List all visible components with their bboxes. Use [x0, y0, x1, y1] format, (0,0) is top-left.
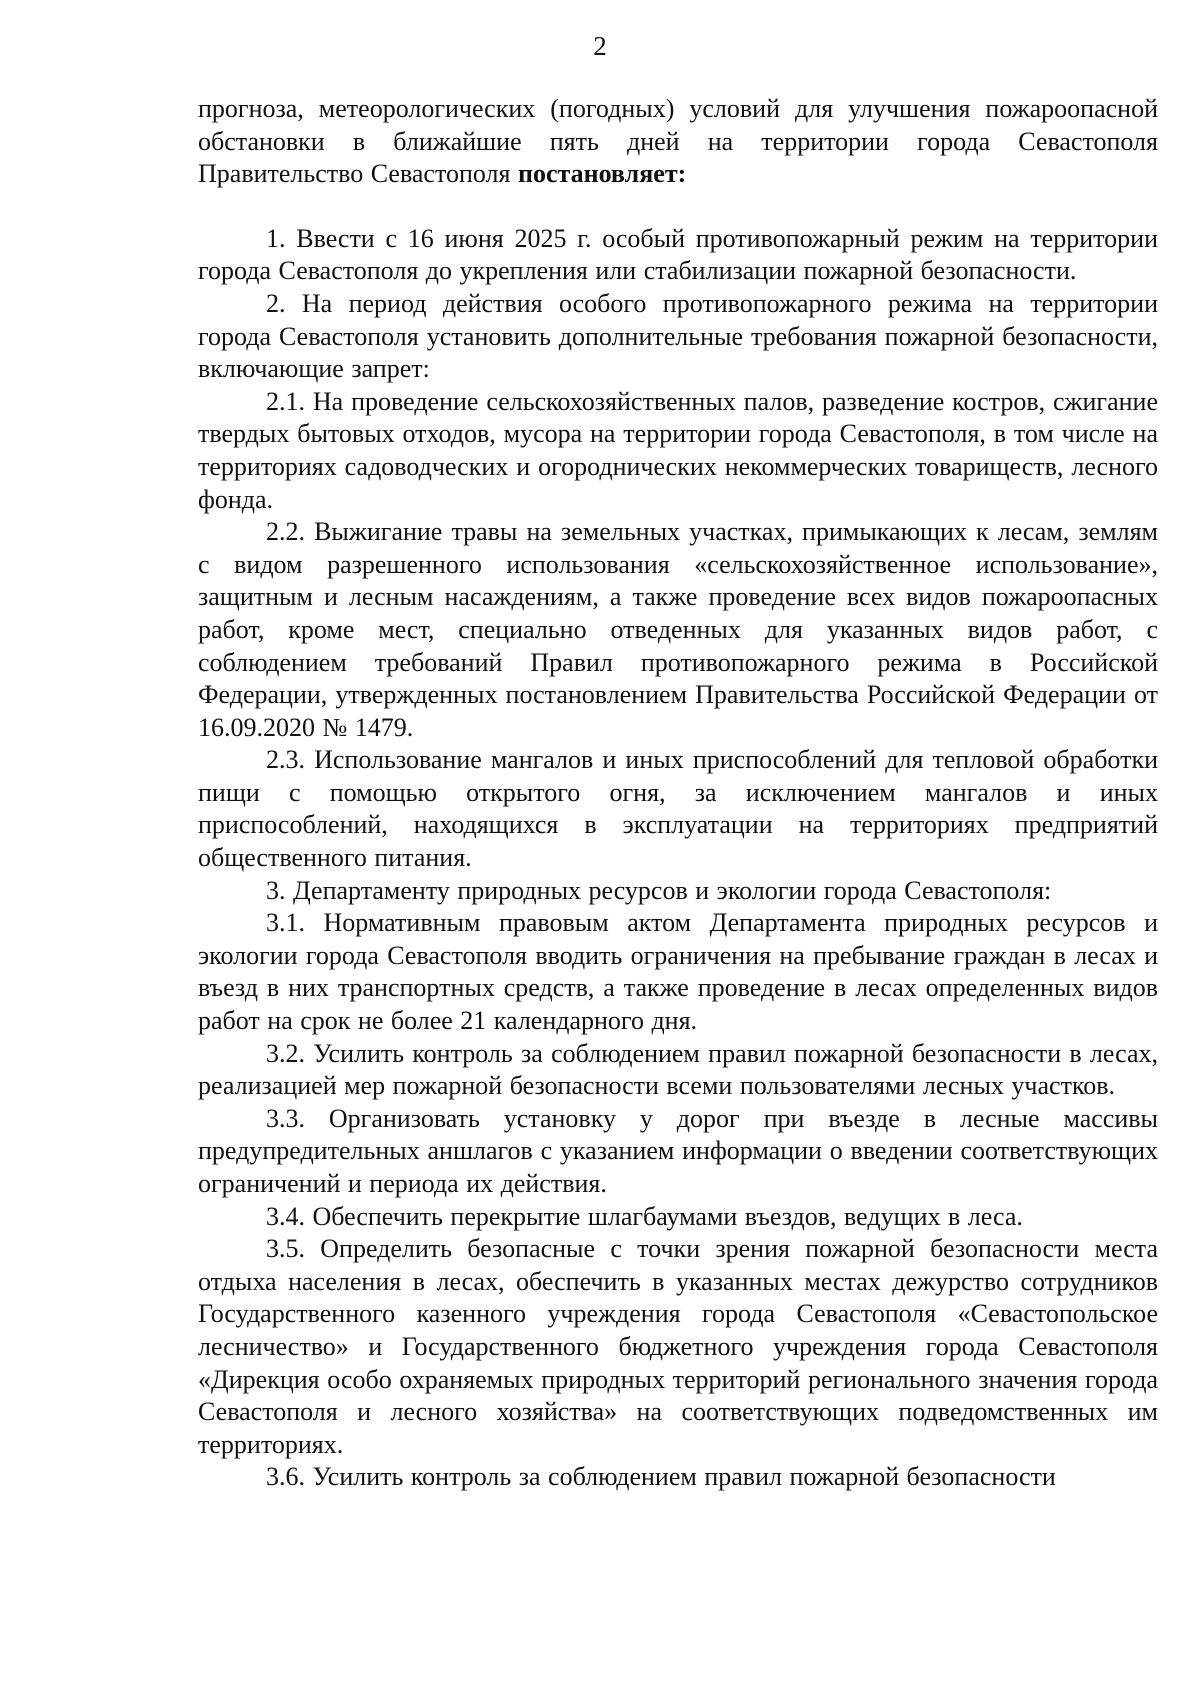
item-3-5: 3.5. Определить безопасные с точки зрения пожарной безопасности места отдыха населения в лесах, обеспечить в указанных местах дежурство сотрудников Государственного казенного учреждения города Севастополя «Севастопольское лесничество» и Государственного бюджетного учреждения города Севастополя «Дирекция особо охраняемых природных территорий регионального значения города Севастополя и лесного хозяйства» на соответствующих подведомственных им территориях. — [198, 1234, 1158, 1459]
item-2-3: 2.3. Использование мангалов и иных приспособлений для тепловой обработки пищи с помощью открытого огня, за исключением мангалов и иных приспособлений, находящихся в эксплуатации на территориях предприятий общественного питания. — [198, 745, 1158, 873]
item-2-1: 2.1. На проведение сельскохозяйственных палов, разведение костров, сжигание твердых бытовых отходов, мусора на территории города Севастополя, в том числе на территориях садоводческих и огороднических некоммерческих товариществ, лесного фонда. — [198, 386, 1158, 514]
intro-text: прогноза, метеорологических (погодных) условий для улучшения пожароопасной обстановки в ближайшие пять дней на территории города Севастополя Правительство Севастополя — [198, 94, 1158, 189]
item-3-6: 3.6. Усилить контроль за соблюдением правил пожарной безопасности — [266, 1462, 1056, 1492]
item-3-4: 3.4. Обеспечить перекрытие шлагбаумами въездов, ведущих в леса. — [266, 1201, 1023, 1231]
paragraph-gap — [198, 191, 1158, 223]
item-3-1: 3.1. Нормативным правовым актом Департамента природных ресурсов и экологии города Севастополя вводить ограничения на пребывание граждан в лесах и въезд в них транспортных средств, а также проведение в лесах определенных видов работ на срок не более 21 календарного дня. — [198, 908, 1158, 1036]
item-1: 1. Ввести с 16 июня 2025 г. особый противопожарный режим на территории города Севастополя до укрепления или стабилизации пожарной безопасности. — [198, 223, 1158, 286]
item-3-2: 3.2. Усилить контроль за соблюдением правил пожарной безопасности в лесах, реализацией мер пожарной безопасности всеми пользователями лесных участков. — [198, 1038, 1158, 1101]
item-2: 2. На период действия особого противопожарного режима на территории города Севастополя установить дополнительные требования пожарной безопасности, включающие запрет: — [198, 288, 1158, 384]
intro-paragraph — [198, 93, 1158, 191]
page-number: 2 — [593, 31, 607, 61]
document-body — [198, 93, 1158, 1494]
intro-emphasis: постановляет: — [517, 159, 687, 189]
item-3-3: 3.3. Организовать установку у дорог при въезде в лесные массивы предупредительных аншлагов с указанием информации о введении соответствующих ограничений и периода их действия. — [198, 1103, 1158, 1198]
item-3: 3. Департаменту природных ресурсов и экологии города Севастополя: — [266, 875, 1052, 905]
item-2-2: 2.2. Выжигание травы на земельных участках, примыкающих к лесам, землям с видом разрешенного использования «сельскохозяйственное использование», защитным и лесным насаждениям, а также проведение всех видов пожароопасных работ, кроме мест, специально отведенных для указанных видов работ, с соблюдением требований Правил противопожарного режима в Российской Федерации, утвержденных постановлением Правительства Российской Федерации от 16.09.2020 № 1479. — [198, 517, 1158, 742]
